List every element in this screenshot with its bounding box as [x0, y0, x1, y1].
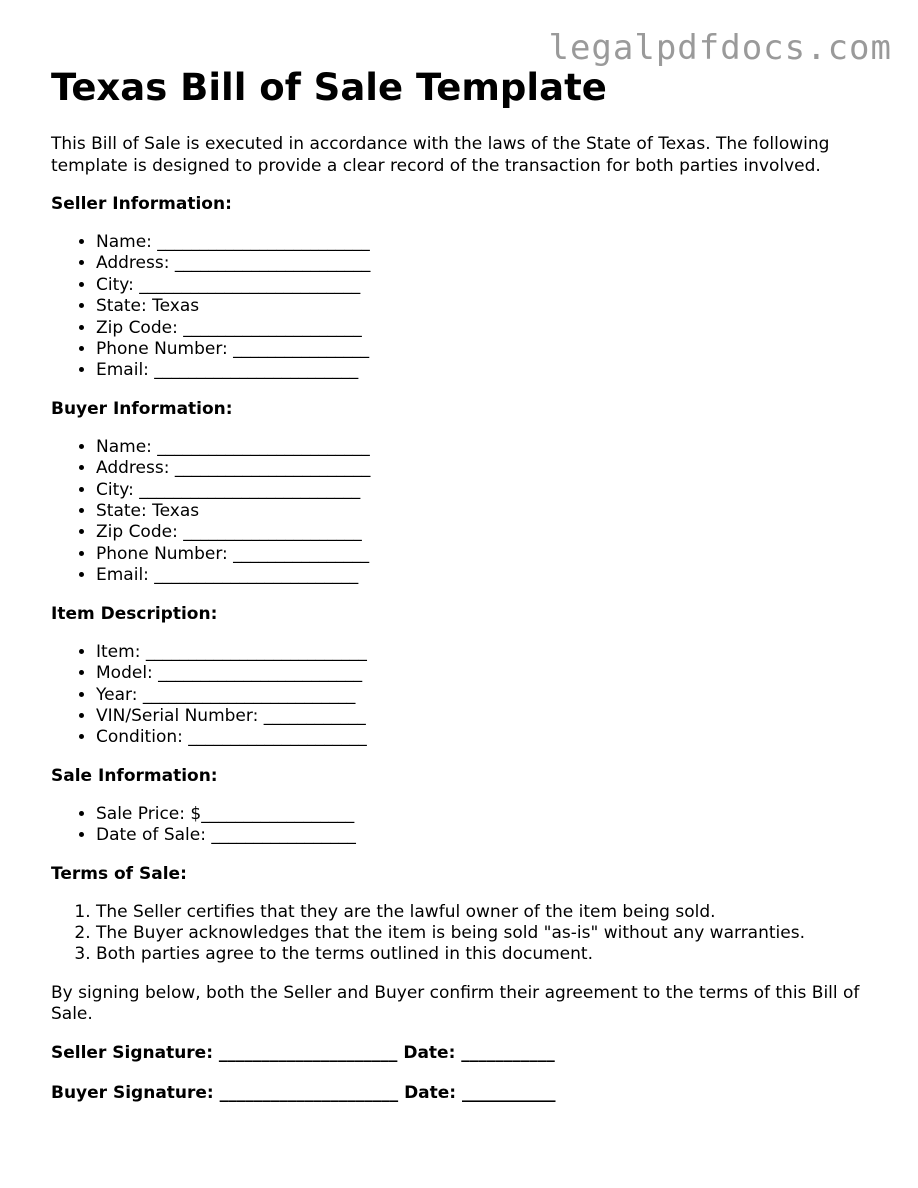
term-item: 3. Both parties agree to the terms outlined in this document.: [96, 944, 881, 965]
terms-heading: Terms of Sale:: [51, 863, 187, 884]
page-title: Texas Bill of Sale Template: [51, 66, 607, 109]
buyer-city-field: • City: __________________________: [96, 480, 881, 501]
vin-field: • VIN/Serial Number: ____________: [96, 706, 881, 727]
buyer-heading: Buyer Information:: [51, 398, 233, 419]
buyer-zip-field: • Zip Code: _____________________: [96, 522, 881, 543]
buyer-name-field: • Name: _________________________: [96, 437, 881, 458]
seller-list: [51, 232, 881, 382]
seller-state-field: • State: Texas: [96, 296, 881, 317]
terms-list: [51, 902, 881, 966]
seller-zip-field: • Zip Code: _____________________: [96, 318, 881, 339]
seller-email-field: • Email: ________________________: [96, 360, 881, 381]
item-list: [51, 642, 881, 749]
document-body: [51, 66, 881, 1104]
seller-address-field: • Address: _______________________: [96, 253, 881, 274]
seller-city-field: • City: __________________________: [96, 275, 881, 296]
closing-paragraph: By signing below, both the Seller and Buyer confirm their agreement to the terms of this Bill of Sale.: [51, 982, 860, 1025]
term-item: 2. The Buyer acknowledges that the item is being sold "as-is" without any warranties.: [96, 923, 881, 944]
watermark: legalpdfdocs.com: [548, 28, 892, 68]
condition-field: • Condition: _____________________: [96, 727, 881, 748]
item-heading: Item Description:: [51, 603, 218, 624]
seller-name-field: • Name: _________________________: [96, 232, 881, 253]
year-field: • Year: _________________________: [96, 685, 881, 706]
seller-signature-line: Seller Signature: _____________________ Date: ___________: [51, 1042, 555, 1063]
model-field: • Model: ________________________: [96, 663, 881, 684]
buyer-email-field: • Email: ________________________: [96, 565, 881, 586]
item-field: • Item: __________________________: [96, 642, 881, 663]
term-item: 1. The Seller certifies that they are the lawful owner of the item being sold.: [96, 902, 881, 923]
buyer-signature-line: Buyer Signature: _____________________ Date: ___________: [51, 1082, 556, 1103]
sale-heading: Sale Information:: [51, 765, 218, 786]
buyer-address-field: • Address: _______________________: [96, 458, 881, 479]
buyer-list: [51, 437, 881, 587]
sale-list: [51, 804, 881, 847]
seller-phone-field: • Phone Number: ________________: [96, 339, 881, 360]
seller-heading: Seller Information:: [51, 194, 232, 214]
buyer-state-field: • State: Texas: [96, 501, 881, 522]
buyer-phone-field: • Phone Number: ________________: [96, 544, 881, 565]
sale-price-field: • Sale Price: $__________________: [96, 804, 881, 825]
sale-date-field: • Date of Sale: _________________: [96, 825, 881, 846]
intro-paragraph: This Bill of Sale is executed in accordance with the laws of the State of Texas. The following template is designed to provide a clear record of the transaction for both parties involved.: [51, 134, 830, 176]
